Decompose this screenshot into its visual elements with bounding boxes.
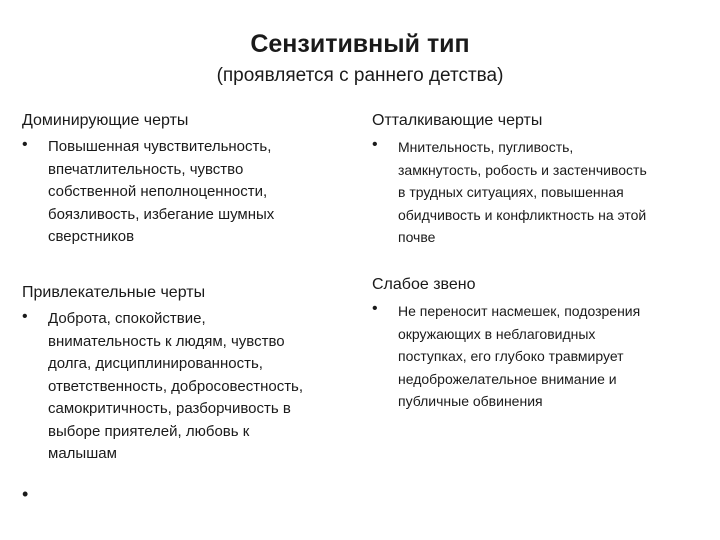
text-line: замкнутость, робость и застенчивость <box>398 161 647 178</box>
text-line: Доброта, спокойствие, <box>48 310 206 327</box>
list-item <box>22 136 352 249</box>
bullet-icon: • <box>22 136 28 153</box>
text-line: впечатлительность, чувство <box>48 160 244 178</box>
text-line: окружающих в неблаговидных <box>398 325 596 342</box>
list-item-text <box>48 136 274 249</box>
section-weak-link <box>372 276 702 413</box>
list-item-text <box>48 308 303 466</box>
text-line: Не переносит насмешек, подозрения <box>398 303 641 319</box>
section-repelling-traits <box>372 112 702 249</box>
list-item-text <box>398 300 640 413</box>
text-line: выборе приятелей, любовь к <box>48 422 250 440</box>
text-line: самокритичность, разборчивость в <box>48 400 291 417</box>
text-line: малышам <box>48 445 117 462</box>
list-item <box>372 300 702 413</box>
list-item <box>22 308 362 466</box>
text-line: внимательность к людям, чувство <box>48 332 285 350</box>
text-line: Повышенная чувствительность, <box>48 138 272 155</box>
text-line: сверстников <box>48 228 135 245</box>
bullet-icon: • <box>22 308 28 325</box>
page-subtitle: (проявляется с раннего детства) <box>216 65 504 86</box>
bullet-icon: • <box>372 136 378 153</box>
list-item <box>372 136 702 249</box>
text-line: боязливость, избегание шумных <box>48 205 275 223</box>
section-heading: Доминирующие черты <box>22 112 189 129</box>
text-line: собственной неполноценности, <box>48 183 268 200</box>
text-line: недоброжелательное внимание и <box>398 370 617 387</box>
list-item-text <box>398 136 647 249</box>
section-heading: Отталкивающие черты <box>372 112 543 129</box>
text-line: ответственность, добросовестность, <box>48 377 304 395</box>
text-line: поступках, его глубоко травмирует <box>398 348 624 364</box>
text-line: долга, дисциплинированность, <box>48 355 263 372</box>
text-line: почве <box>398 229 436 245</box>
section-attractive-traits <box>22 284 362 466</box>
text-line: обидчивость и конфликтность на этой <box>398 206 647 223</box>
section-heading: Слабое звено <box>372 276 476 293</box>
section-heading: Привлекательные черты <box>22 284 206 301</box>
empty-bullet-icon: • <box>22 484 29 504</box>
bullet-icon: • <box>372 300 378 317</box>
page-title: Сензитивный тип <box>250 30 470 58</box>
text-line: Мнительность, пугливость, <box>398 139 574 155</box>
text-line: в трудных ситуациях, повышенная <box>398 184 624 200</box>
section-dominant-traits <box>22 112 352 249</box>
text-line: публичные обвинения <box>398 393 543 409</box>
